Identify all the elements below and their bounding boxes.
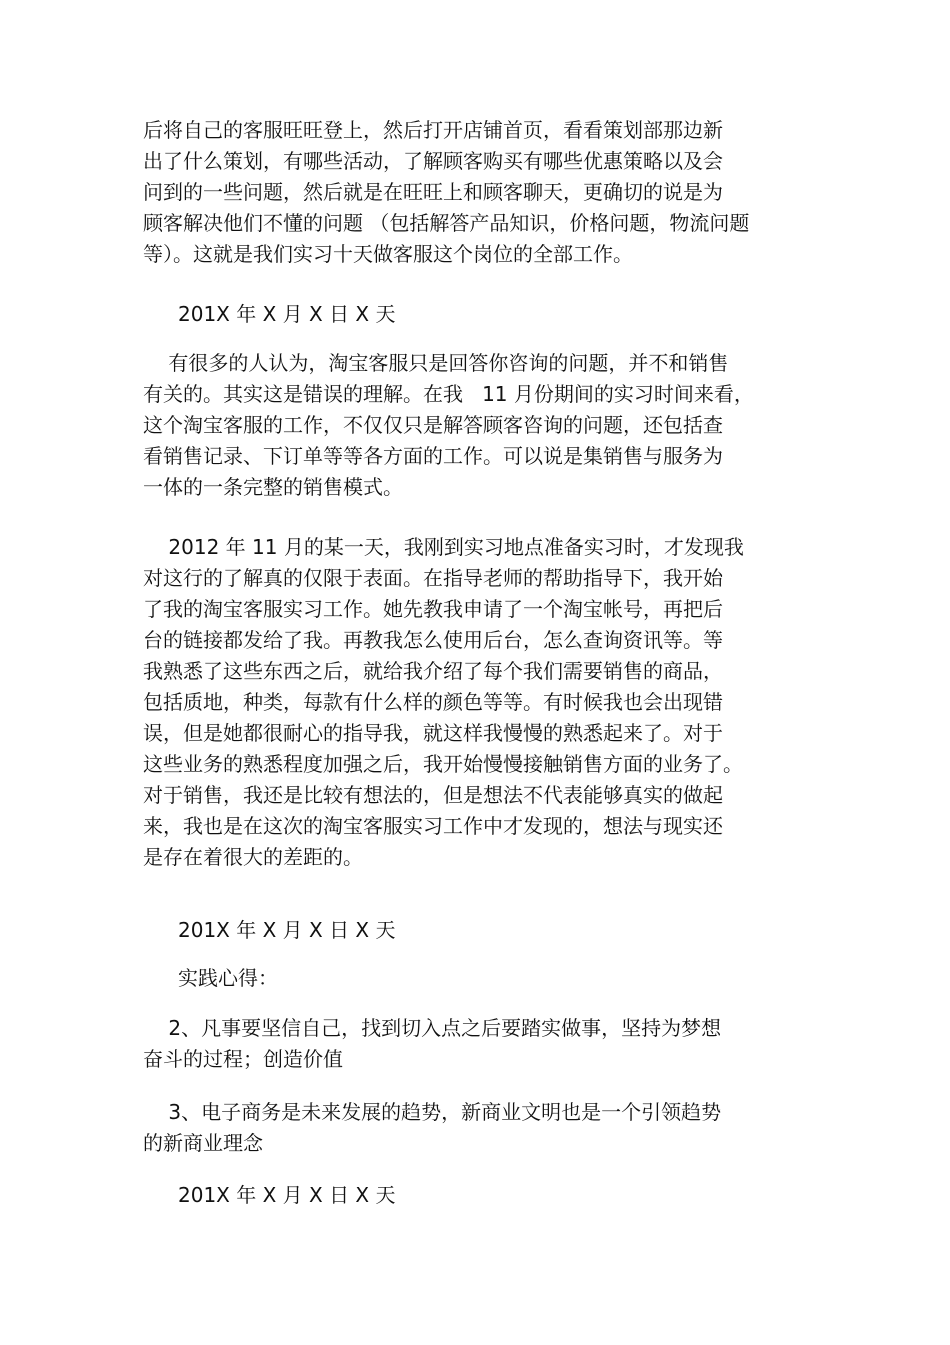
list-item-2 bbox=[143, 1013, 793, 1075]
section-heading: 实践心得： bbox=[178, 966, 278, 990]
text-line: 我熟悉了这些东西之后，就给我介绍了每个我们需要销售的商品， bbox=[143, 659, 723, 683]
paragraph-customer-service bbox=[143, 348, 793, 503]
text-line: 对于销售，我还是比较有想法的，但是想法不代表能够真实的做起 bbox=[143, 783, 723, 807]
text-line: 误，但是她都很耐心的指导我，就这样我慢慢的熟悉起来了。对于 bbox=[143, 721, 723, 745]
text-line: 这个淘宝客服的工作，不仅仅只是解答顾客咨询的问题，还包括查 bbox=[143, 413, 723, 437]
text-line: 包括质地，种类，每款有什么样的颜色等等。有时候我也会出现错 bbox=[143, 690, 723, 714]
text-line: 的新商业理念 bbox=[143, 1131, 263, 1155]
text-line: 奋斗的过程；创造价值 bbox=[143, 1047, 343, 1071]
text-line: 这些业务的熟悉程度加强之后，我开始慢慢接触销售方面的业务了。 bbox=[143, 752, 743, 776]
text-line: 后将自己的客服旺旺登上，然后打开店铺首页，看看策划部那边新 bbox=[143, 118, 723, 142]
date-line-1: 201X 年 X 月 X 日 X 天 bbox=[178, 302, 396, 326]
text-line: 顾客解决他们不懂的问题 （包括解答产品知识，价格问题，物流问题 bbox=[143, 211, 750, 235]
text-line: 了我的淘宝客服实习工作。她先教我申请了一个淘宝帐号，再把后 bbox=[143, 597, 723, 621]
paragraph-intro bbox=[143, 115, 793, 270]
paragraph-internship bbox=[143, 532, 793, 873]
date-line-3: 201X 年 X 月 X 日 X 天 bbox=[178, 1183, 396, 1207]
date-line-2: 201X 年 X 月 X 日 X 天 bbox=[178, 918, 396, 942]
text-line: 3、电子商务是未来发展的趋势，新商业文明也是一个引领趋势 bbox=[143, 1100, 722, 1124]
text-line: 2012 年 11 月的某一天，我刚到实习地点准备实习时，才发现我 bbox=[143, 535, 744, 559]
text-line: 2、凡事要坚信自己，找到切入点之后要踏实做事，坚持为梦想 bbox=[143, 1016, 722, 1040]
text-line: 对这行的了解真的仅限于表面。在指导老师的帮助指导下，我开始 bbox=[143, 566, 723, 590]
text-line: 等）。这就是我们实习十天做客服这个岗位的全部工作。 bbox=[143, 242, 633, 266]
text-line: 出了什么策划，有哪些活动，了解顾客购买有哪些优惠策略以及会 bbox=[143, 149, 723, 173]
text-line: 问到的一些问题，然后就是在旺旺上和顾客聊天，更确切的说是为 bbox=[143, 180, 723, 204]
text-line: 来，我也是在这次的淘宝客服实习工作中才发现的，想法与现实还 bbox=[143, 814, 723, 838]
text-line: 有关的。其实这是错误的理解。在我 11 月份期间的实习时间来看， bbox=[143, 382, 754, 406]
text-line: 看销售记录、下订单等等各方面的工作。可以说是集销售与服务为 bbox=[143, 444, 723, 468]
text-line: 台的链接都发给了我。再教我怎么使用后台，怎么查询资讯等。等 bbox=[143, 628, 723, 652]
text-line: 是存在着很大的差距的。 bbox=[143, 845, 363, 869]
list-item-3 bbox=[143, 1097, 793, 1159]
text-line: 有很多的人认为，淘宝客服只是回答你咨询的问题，并不和销售 bbox=[143, 351, 729, 375]
text-line: 一体的一条完整的销售模式。 bbox=[143, 475, 403, 499]
